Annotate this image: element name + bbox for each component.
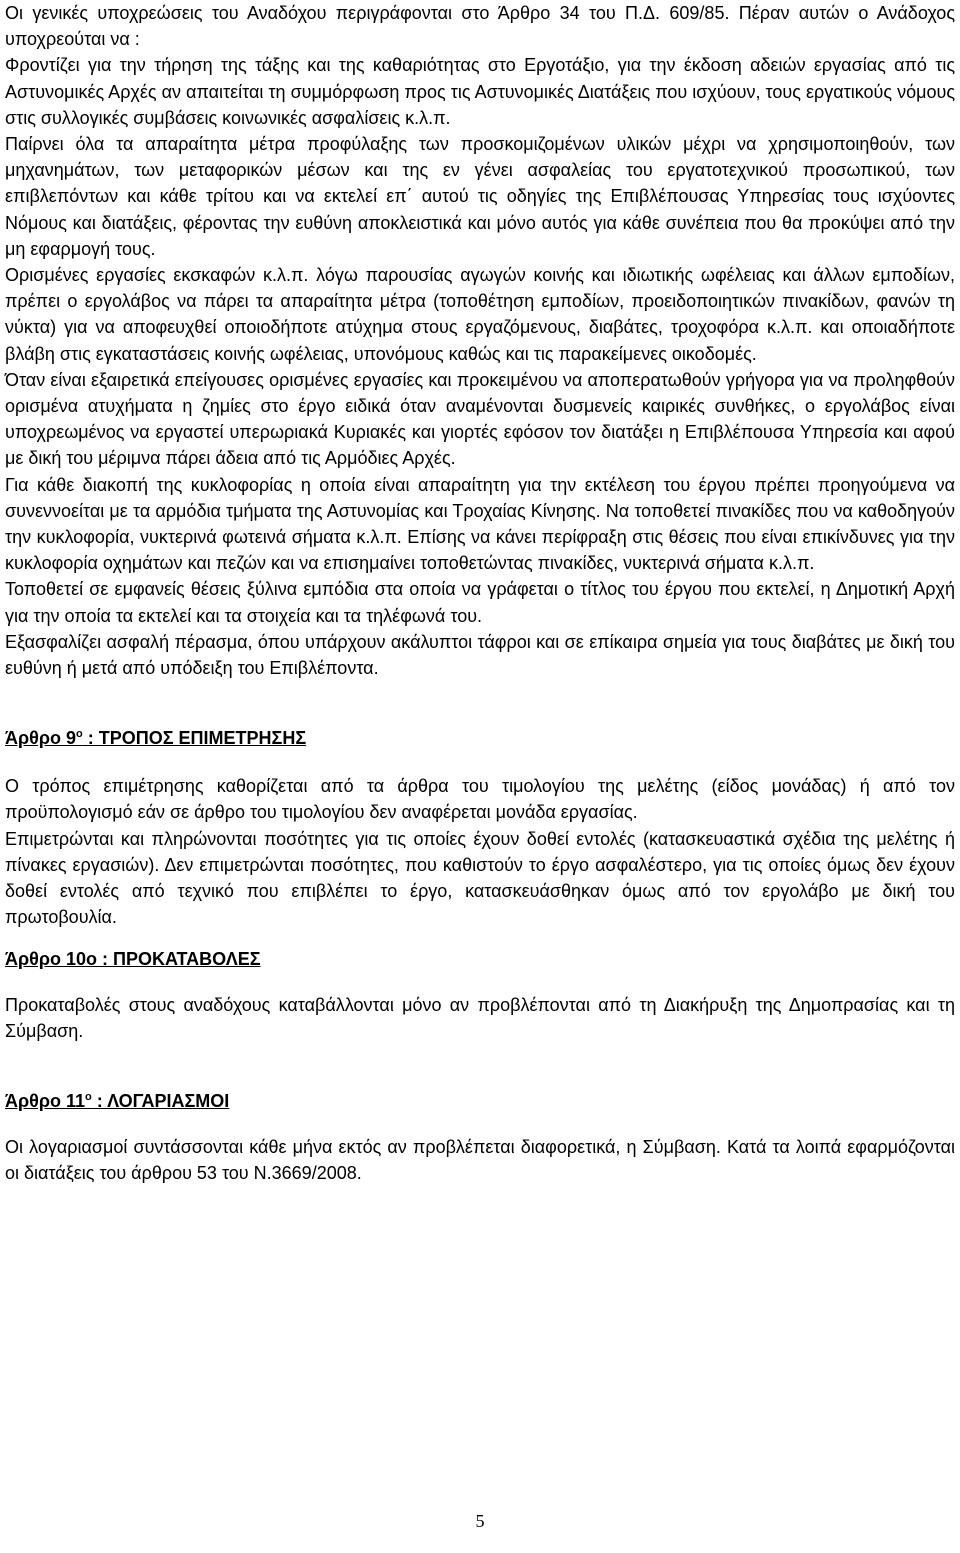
obligation-traffic-interruption: Για κάθε διακοπή της κυκλοφορίας η οποία είναι απαραίτητη για την εκτέλεση του έργου πρέπει προηγούμενα να συνεννοείται με τα αρμόδια τμήματα της Αστυνομίας και Τροχαίας Κίνησης. Να τοποθετεί πινακίδες που να καθοδηγούν την κυκλοφορία, νυκτερινά φωτεινά σήματα κ.λ.π. Επίσης να κάνει περίφραξη στις θέσεις που είναι επικίνδυνες για την κυκλοφορία οχημάτων και πεζών και να επισημαίνει τοποθετώντας πινακίδες, νυκτερινά σήματα κ.λ.π. [5, 474, 955, 574]
intro-paragraph: Οι γενικές υποχρεώσεις του Αναδόχου περιγράφονται στο Άρθρο 34 του Π.Δ. 609/85. Πέραν αυτών ο Ανάδοχος υποχρεούται να : [5, 3, 955, 50]
obligation-safety-measures: Παίρνει όλα τα απαραίτητα μέτρα προφύλαξης των προσκομιζομένων υλικών μέχρι να χρησιμοποιηθούν, των μηχανημάτων, των μεταφορικών μέσων και της εν γένει ασφαλείας του εργατοτεχνικού προσωπικού, των επιβλεπόντων και κάθε τρίτου και να εκτελεί επ΄ αυτού τις οδηγίες της Επιβλέπουσας Υπηρεσίας τους ισχύοντες Νόμους και διατάξεις, φέροντας την ευθύνη αποκλειστικά και μόνο αυτός για κάθε συνέπεια που θα προκύψει από την μη εφαρμογή τους. [5, 134, 955, 259]
article-11-paragraph: Οι λογαριασμοί συντάσσονται κάθε μήνα εκτός αν προβλέπεται διαφορετικά, η Σύμβαση. Κατά τα λοιπά εφαρμόζονται οι διατάξεις του άρθρου 53 του Ν.3669/2008. [5, 1136, 955, 1184]
article-10-heading: Άρθρο 10ο : ΠΡΟΚΑΤΑΒΟΛΕΣ [5, 948, 261, 969]
article-9-heading: Άρθρο $9^o$ : ΤΡΟΠΟΣ ΕΠΙΜΕΤΡΗΣΗΣ [5, 728, 307, 749]
obligation-excavation-measures: Ορισμένες εργασίες εκσκαφών κ.λ.π. λόγω παρουσίας αγωγών κοινής και ιδιωτικής ωφέλειας και άλλων εμποδίων, πρέπει ο εργολάβος να πάρει τα απαραίτητα μέτρα (τοποθέτηση εμποδίων, προειδοποιητικών πινακίδων, φανών τη νύκτα) για να αποφευχθεί οποιοδήποτε ατύχημα στους εργαζόμενους, διαβάτες, τροχοφόρα κ.λ.π. και οποιαδήποτε βλάβη στις εγκαταστάσεις κοινής ωφέλειας, υπονόμους καθώς και τις παρακείμενες οικοδομές. [5, 265, 955, 364]
article-11-heading: Άρθρο $11^o$ : ΛΟΓΑΡΙΑΣΜΟΙ [5, 1090, 230, 1111]
article-9-paragraph-2: Επιμετρώνται και πληρώνονται ποσότητες για τις οποίες έχουν δοθεί εντολές (κατασκευαστικά σχέδια της μελέτης ή πίνακες εργασιών). Δεν επιμετρώνται ποσότητες, που καθιστούν το έργο ασφαλέστερο, για τις οποίες όμως δεν έχουν δοθεί εντολές από τεχνικό που επιβλέπει το έργο, κατασκευάσθηκαν όμως από τον εργολάβο με δική του πρωτοβουλία. [5, 828, 955, 928]
document-page [5, 0, 955, 1186]
obligation-order-cleanliness: Φροντίζει για την τήρηση της τάξης και της καθαριότητας στο Εργοτάξιο, για την έκδοση αδειών εργασίας από τις Αστυνομικές Αρχές αν απαιτείται τη συμμόρφωση προς τις Αστυνομικές Διατάξεις που ισχύουν, τους εργατικούς νόμους στις συλλογικές συμβάσεις κοινωνικές ασφαλίσεις κ.λ.π. [5, 55, 955, 128]
article-9-paragraph-1: Ο τρόπος επιμέτρησης καθορίζεται από τα άρθρα του τιμολογίου της μελέτης (είδος μονάδας) ή από τον προϋπολογισμό εάν σε άρθρο του τιμολογίου δεν αναφέρεται μονάδα εργασίας. [5, 776, 955, 823]
obligation-urgent-work: Όταν είναι εξαιρετικά επείγουσες ορισμένες εργασίες και προκειμένου να αποπερατωθούν γρήγορα για να προληφθούν ορισμένα ατυχήματα η ζημίες στο έργο ειδικά όταν αναμένονται δυσμενείς καιρικές συνθήκες, ο εργολάβος είναι υποχρεωμένος να εργαστεί υπερωριακά Κυριακές και γιορτές εφόσον τον διατάξει η Επιβλέπουσα Υπηρεσία και αφού με δική του μέριμνα πάρει άδεια από τις Αρμόδιες Αρχές. [5, 369, 955, 469]
obligation-safe-passage: Εξασφαλίζει ασφαλή πέρασμα, όπου υπάρχουν ακάλυπτοι τάφροι και σε επίκαιρα σημεία για τους διαβάτες με δική του ευθύνη ή μετά από υπόδειξη του Επιβλέποντα. [5, 631, 955, 679]
page-number: 5 [475, 1511, 485, 1531]
obligation-wooden-barriers: Τοποθετεί σε εμφανείς θέσεις ξύλινα εμπόδια στα οποία να γράφεται ο τίτλος του έργου που εκτελεί, η Δημοτική Αρχή για την οποία τα εκτελεί και τα στοιχεία και τα τηλέφωνά του. [5, 579, 955, 626]
article-10-paragraph: Προκαταβολές στους αναδόχους καταβάλλονται μόνο αν προβλέπονται από τη Διακήρυξη της Δημοπρασίας και τη Σύμβαση. [5, 994, 955, 1041]
